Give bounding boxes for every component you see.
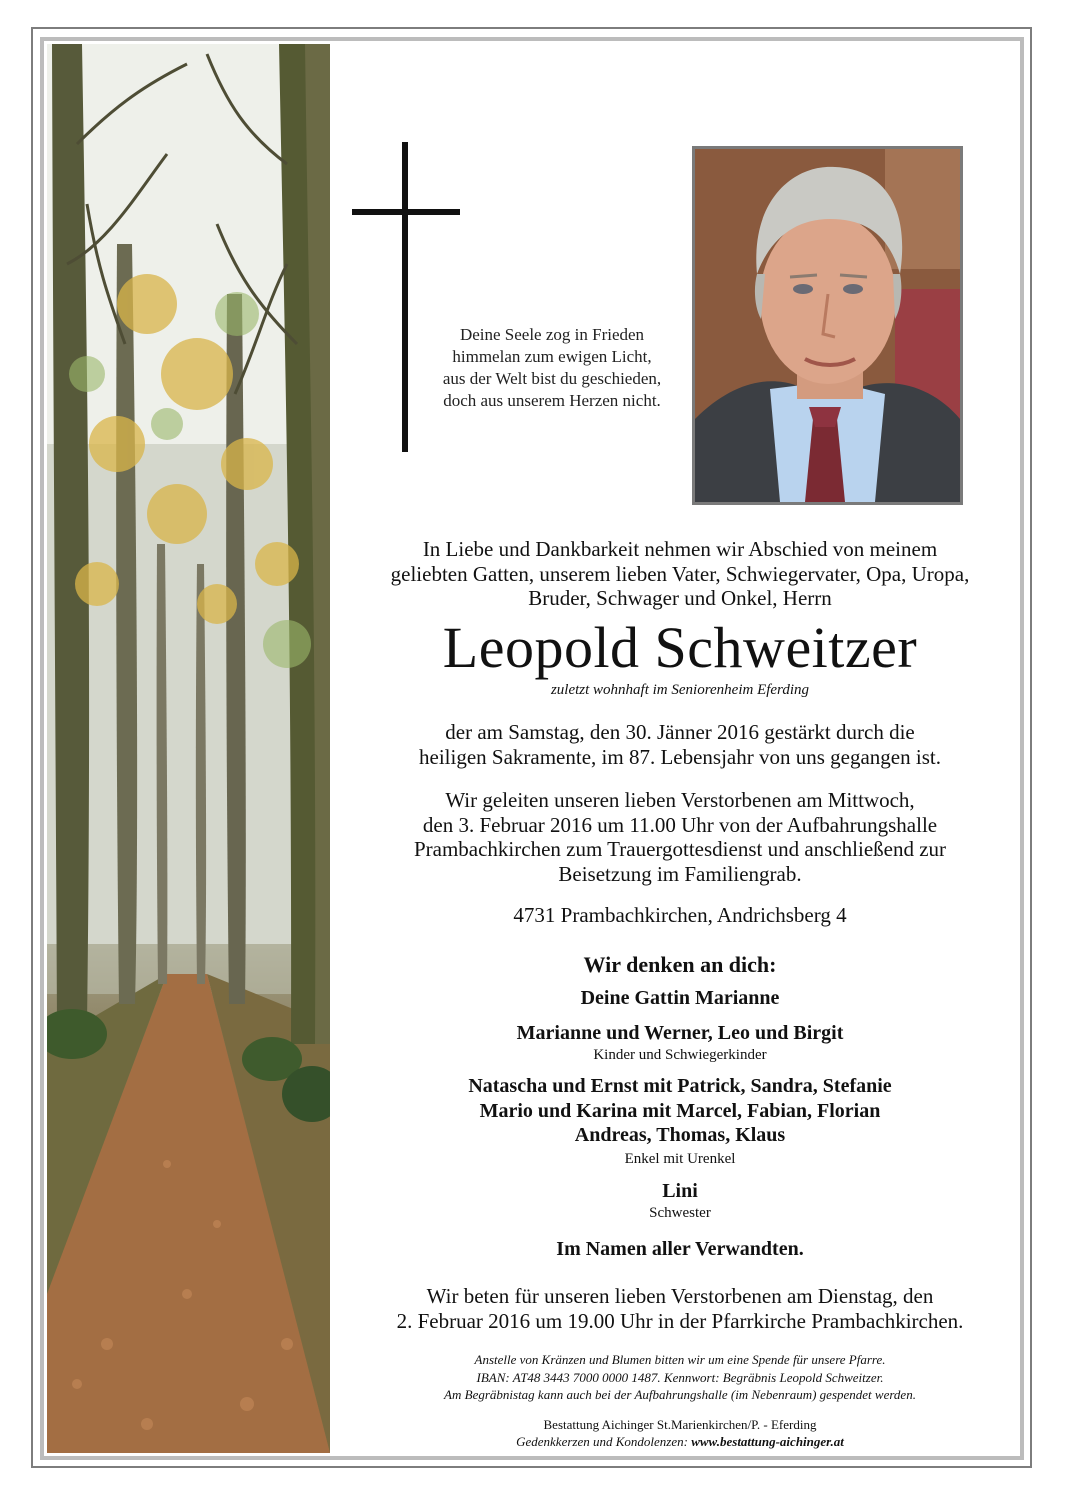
donation-note	[340, 1351, 1020, 1404]
undertaker-name: Bestattung Aichinger St.Marienkirchen/P. - Eferding	[543, 1417, 817, 1432]
mourner-grandchildren	[340, 1074, 1020, 1148]
intro-line: Bruder, Schwager und Onkel, Herrn	[528, 586, 832, 610]
undertaker-website-link[interactable]: www.bestattung-aichinger.at	[691, 1434, 844, 1449]
deceased-name: Leopold Schweitzer	[442, 615, 918, 680]
intro-line: In Liebe und Dankbarkeit nehmen wir Abschied von meinem	[422, 537, 938, 561]
deceased-portrait-photo	[692, 146, 963, 505]
mourner-grandchildren-note: Enkel mit Urenkel	[624, 1151, 736, 1167]
mourner-sister: Lini	[662, 1180, 698, 1202]
prayer-line: Wir beten für unseren lieben Verstorbenen am Dienstag, den	[426, 1284, 934, 1308]
deceased-residence: zuletzt wohnhaft im Seniorenheim Eferding	[550, 682, 810, 698]
grandchildren-line: Mario und Karina mit Marcel, Fabian, Florian	[479, 1099, 881, 1122]
funeral-line: den 3. Februar 2016 um 11.00 Uhr von der Aufbahrungshalle	[422, 812, 938, 837]
prayer-line: 2. Februar 2016 um 19.00 Uhr in der Pfarrkirche Prambachkirchen.	[396, 1308, 964, 1333]
funeral-line: Beisetzung im Familiengrab.	[558, 861, 802, 886]
mourners-title: Wir denken an dich:	[583, 952, 777, 977]
family-address: 4731 Prambachkirchen, Andrichsberg 4	[513, 903, 847, 927]
donation-line: IBAN: AT48 3443 7000 0000 1487. Kennwort: Begräbnis Leopold Schweitzer.	[476, 1369, 884, 1385]
farewell-intro	[340, 537, 1020, 611]
cross-vertical-bar	[402, 142, 408, 452]
intro-line: geliebten Gatten, unserem lieben Vater, Schwiegervater, Opa, Uropa,	[390, 561, 970, 586]
passing-line: heiligen Sakramente, im 87. Lebensjahr von uns gegangen ist.	[419, 744, 941, 769]
poem-line: Deine Seele zog in Frieden	[459, 325, 645, 344]
poem-line: doch aus unserem Herzen nicht.	[443, 391, 661, 410]
funeral-line: Wir geleiten unseren lieben Verstorbenen am Mittwoch,	[445, 788, 915, 812]
condolence-label: Gedenkkerzen und Kondolenzen:	[516, 1434, 688, 1449]
donation-line: Anstelle von Kränzen und Blumen bitten wir um eine Spende für unsere Pfarre.	[474, 1352, 886, 1367]
autumn-alley-picture	[47, 44, 330, 1453]
undertaker-info	[340, 1416, 1020, 1450]
cross-horizontal-bar	[352, 209, 460, 215]
grandchildren-line: Andreas, Thomas, Klaus	[574, 1124, 786, 1146]
mourner-children-note: Kinder und Schwiegerkinder	[593, 1047, 767, 1063]
memorial-poem	[410, 324, 694, 412]
condolence-line	[340, 1433, 1020, 1450]
passing-statement	[340, 720, 1020, 769]
funeral-line: Prambachkirchen zum Trauergottesdienst und anschließend zur	[413, 837, 947, 861]
mourner-wife: Deine Gattin Marianne	[580, 987, 780, 1009]
mourner-relatives: Im Namen aller Verwandten.	[556, 1238, 804, 1260]
poem-line: aus der Welt bist du geschieden,	[442, 369, 662, 388]
mourner-children: Marianne und Werner, Leo und Birgit	[516, 1022, 844, 1044]
donation-line: Am Begräbnistag kann auch bei der Aufbahrungshalle (im Nebenraum) gespendet werden.	[444, 1387, 916, 1402]
mourner-sister-note: Schwester	[649, 1205, 711, 1221]
passing-line: der am Samstag, den 30. Jänner 2016 gestärkt durch die	[445, 720, 915, 744]
grandchildren-line: Natascha und Ernst mit Patrick, Sandra, Stefanie	[468, 1075, 892, 1097]
poem-line: himmelan zum ewigen Licht,	[452, 347, 652, 366]
funeral-details	[340, 788, 1020, 886]
prayer-service	[340, 1284, 1020, 1333]
